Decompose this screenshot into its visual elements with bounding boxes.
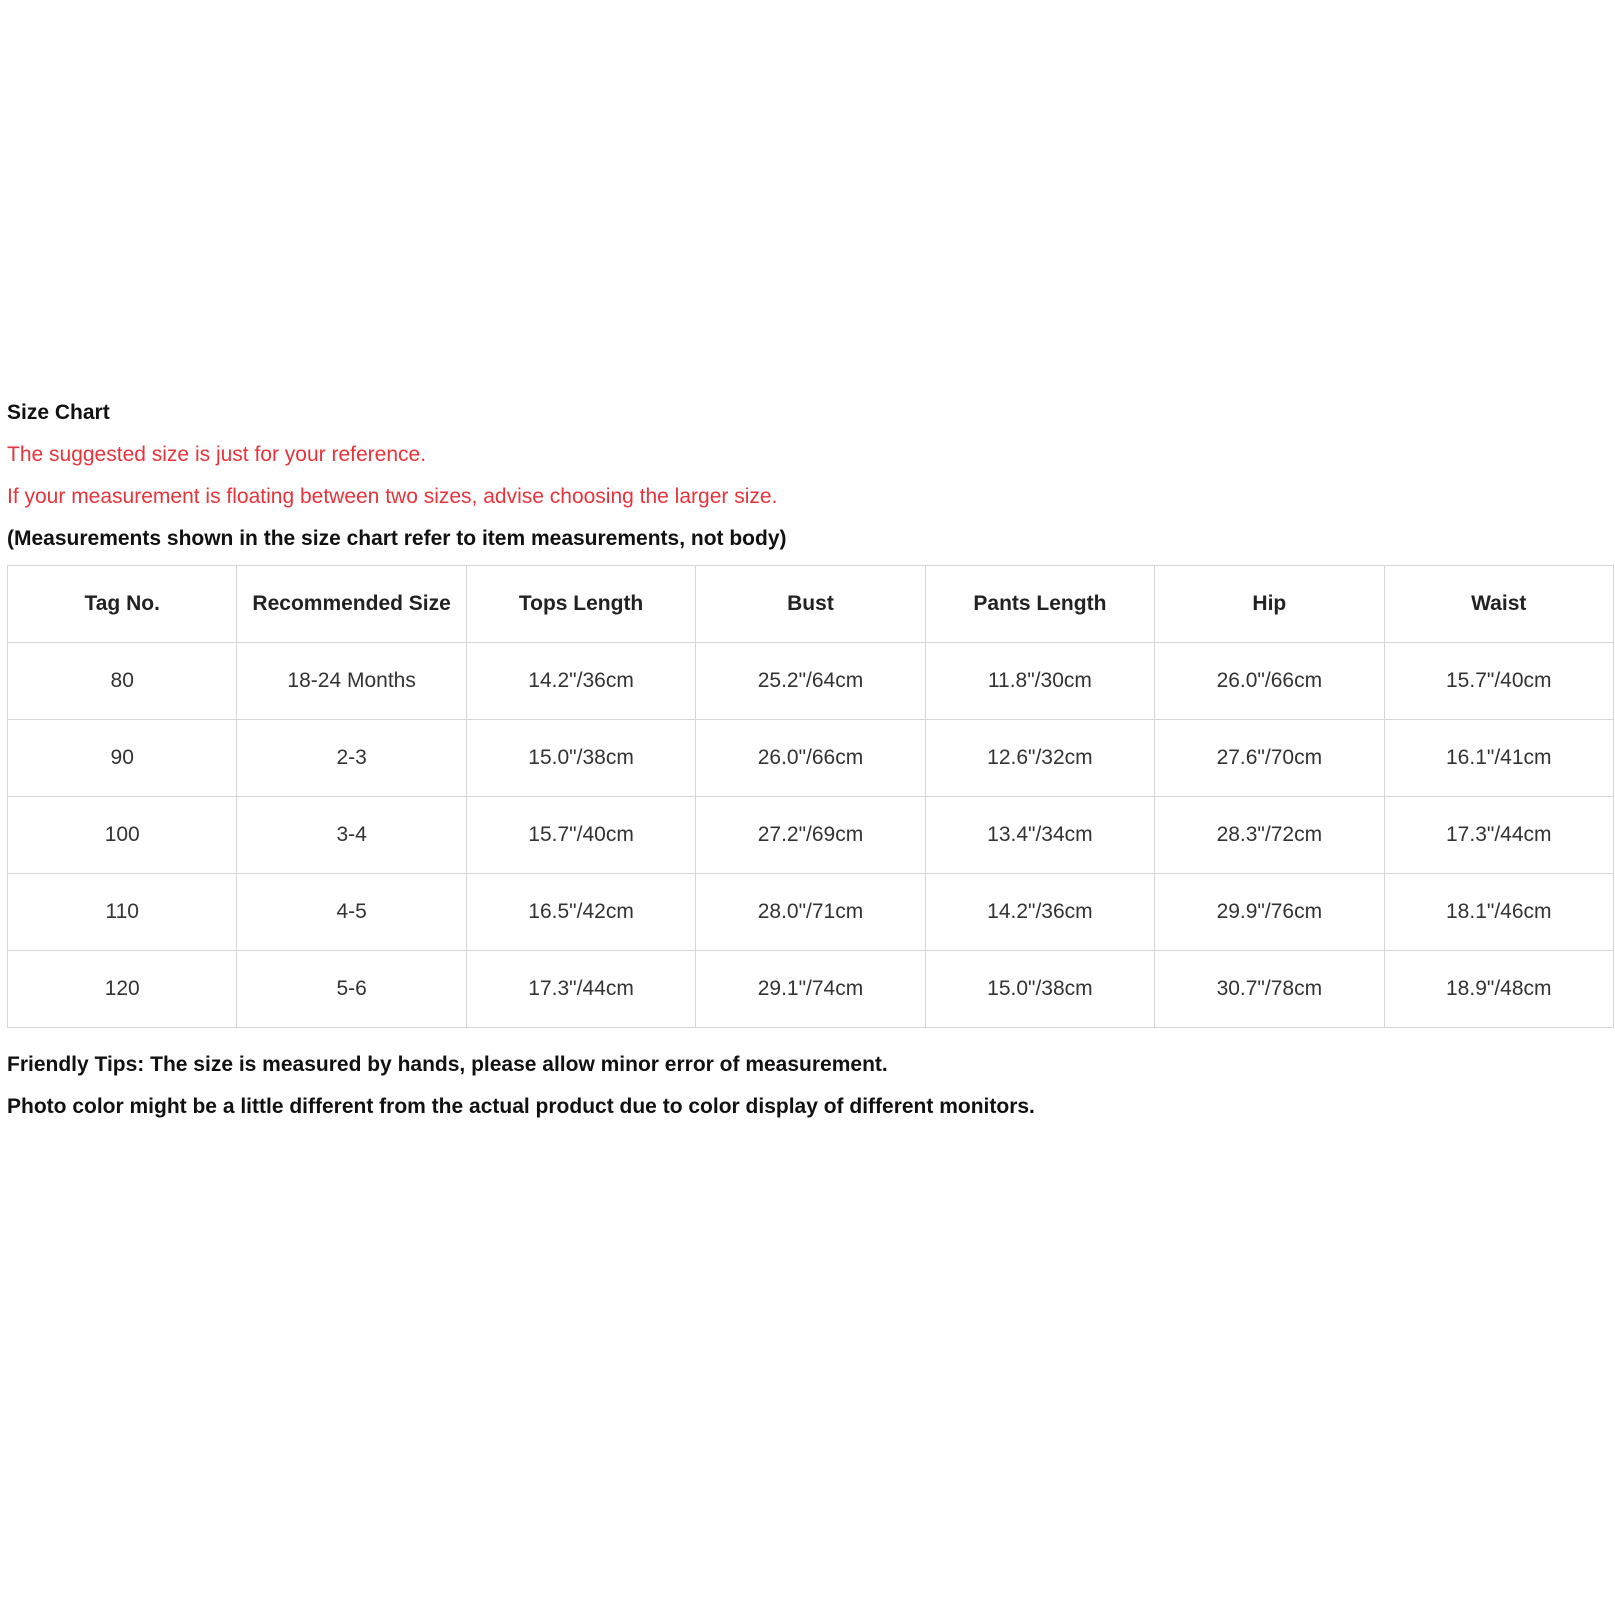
cell-waist: 18.1"/46cm <box>1384 874 1613 951</box>
cell-pants-length: 12.6"/32cm <box>925 720 1154 797</box>
reference-note: The suggested size is just for your reference. <box>7 443 427 466</box>
table-row <box>8 643 1614 720</box>
cell-hip: 27.6"/70cm <box>1155 720 1384 797</box>
cell-tops-length: 15.7"/40cm <box>466 797 695 874</box>
cell-tag-no: 110 <box>8 874 237 951</box>
table-row <box>8 951 1614 1028</box>
cell-waist: 16.1"/41cm <box>1384 720 1613 797</box>
header-recommended-size: Recommended Size <box>237 566 466 643</box>
table-row <box>8 797 1614 874</box>
cell-pants-length: 15.0"/38cm <box>925 951 1154 1028</box>
cell-hip: 26.0"/66cm <box>1155 643 1384 720</box>
cell-bust: 29.1"/74cm <box>696 951 925 1028</box>
measurement-note: (Measurements shown in the size chart refer to item measurements, not body) <box>7 527 787 550</box>
cell-pants-length: 14.2"/36cm <box>925 874 1154 951</box>
table-row <box>8 874 1614 951</box>
cell-tops-length: 17.3"/44cm <box>466 951 695 1028</box>
cell-recommended-size: 5-6 <box>237 951 466 1028</box>
cell-waist: 15.7"/40cm <box>1384 643 1613 720</box>
header-tag-no: Tag No. <box>8 566 237 643</box>
size-table <box>7 565 1614 1028</box>
page-title: Size Chart <box>7 401 110 424</box>
header-bust: Bust <box>696 566 925 643</box>
table-header-row <box>8 566 1614 643</box>
color-disclaimer: Photo color might be a little different from the actual product due to color display of different monitors. <box>7 1095 1035 1118</box>
cell-tag-no: 100 <box>8 797 237 874</box>
cell-tag-no: 120 <box>8 951 237 1028</box>
header-pants-length: Pants Length <box>925 566 1154 643</box>
cell-bust: 27.2"/69cm <box>696 797 925 874</box>
cell-hip: 29.9"/76cm <box>1155 874 1384 951</box>
cell-waist: 17.3"/44cm <box>1384 797 1613 874</box>
friendly-tip: Friendly Tips: The size is measured by hands, please allow minor error of measurement. <box>7 1053 888 1076</box>
tips-section <box>7 1044 1615 1128</box>
header-waist: Waist <box>1384 566 1613 643</box>
cell-pants-length: 11.8"/30cm <box>925 643 1154 720</box>
cell-tops-length: 15.0"/38cm <box>466 720 695 797</box>
header-tops-length: Tops Length <box>466 566 695 643</box>
cell-tag-no: 90 <box>8 720 237 797</box>
cell-recommended-size: 3-4 <box>237 797 466 874</box>
cell-tops-length: 14.2"/36cm <box>466 643 695 720</box>
cell-bust: 25.2"/64cm <box>696 643 925 720</box>
cell-hip: 30.7"/78cm <box>1155 951 1384 1028</box>
cell-waist: 18.9"/48cm <box>1384 951 1613 1028</box>
cell-recommended-size: 4-5 <box>237 874 466 951</box>
cell-bust: 26.0"/66cm <box>696 720 925 797</box>
cell-tops-length: 16.5"/42cm <box>466 874 695 951</box>
cell-recommended-size: 2-3 <box>237 720 466 797</box>
sizing-advice-note: If your measurement is floating between two sizes, advise choosing the larger size. <box>7 485 778 508</box>
header-hip: Hip <box>1155 566 1384 643</box>
cell-bust: 28.0"/71cm <box>696 874 925 951</box>
table-row <box>8 720 1614 797</box>
cell-tag-no: 80 <box>8 643 237 720</box>
size-chart-section <box>7 392 1615 1128</box>
cell-hip: 28.3"/72cm <box>1155 797 1384 874</box>
cell-pants-length: 13.4"/34cm <box>925 797 1154 874</box>
cell-recommended-size: 18-24 Months <box>237 643 466 720</box>
